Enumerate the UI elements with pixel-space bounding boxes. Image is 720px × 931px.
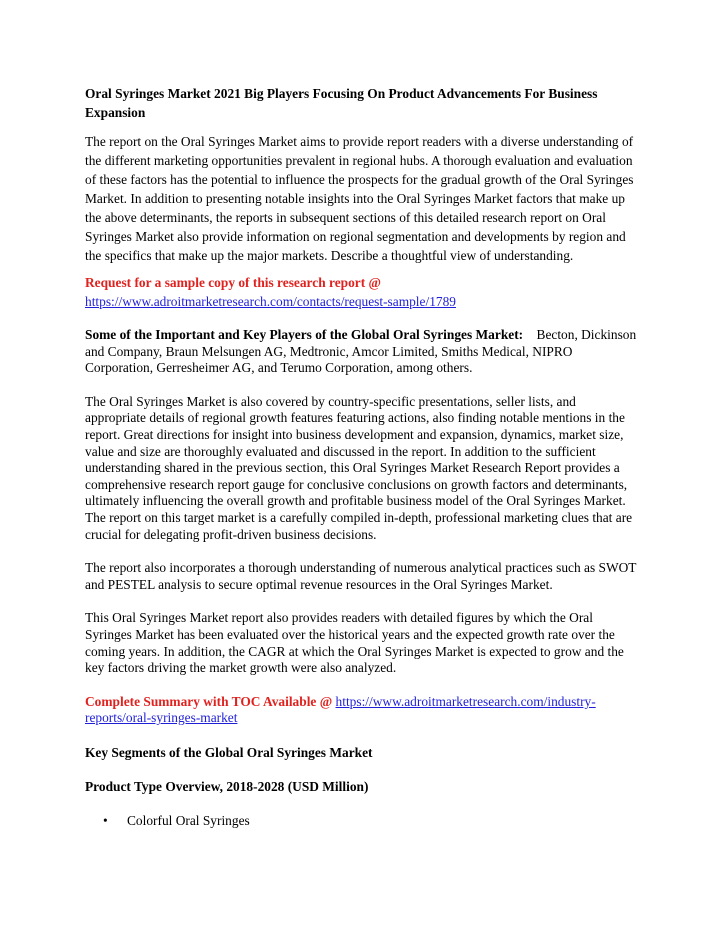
country-coverage-paragraph: The Oral Syringes Market is also covered by country-specific presentations, seller lists, and appropriate details of regional growth features featuring actions, also finding notable mentions in the report. Great directions for insight into business development and expansion, dynamics, market size, value and size are thoroughly evaluated and discussed in the report. In addition to the sufficient understanding shared in the previous section, this Oral Syringes Market Research Report provides a comprehensive research report gauge for conclusive conclusions on growth factors and determinants, ultimately influencing the overall growth and profitable business model of the Oral Syringes Market. The report on this target market is a carefully compiled in-depth, professional marketing clues that are crucial for delegating profit-driven business decisions. [85, 393, 633, 542]
sample-request-label: Request for a sample copy of this research report @ [85, 275, 381, 290]
swot-paragraph: The report also incorporates a thorough understanding of numerous analytical practices such as SWOT and PESTEL analysis to secure optimal revenue resources in the Oral Syringes Market. [85, 560, 637, 592]
list-item-label: Colorful Oral Syringes [127, 812, 250, 828]
summary-label: Complete Summary with TOC Available @ [85, 693, 333, 709]
list-item [85, 812, 640, 829]
product-type-heading: Product Type Overview, 2018-2028 (USD Million) [85, 778, 369, 794]
key-players-paragraph [85, 327, 640, 377]
document-page [85, 84, 640, 829]
figures-paragraph: This Oral Syringes Market report also provides readers with detailed figures by which the Oral Syringes Market has been evaluated over the historical years and the expected growth rate over the coming years. In addition, the CAGR at which the Oral Syringes Market is expected to grow and the key factors driving the market growth were also analyzed. [85, 610, 624, 676]
key-players-list: Becton, Dickinson and Company, Braun Melsungen AG, Medtronic, Amcor Limited, Smiths Medical, NIPRO Corporation, Gerresheimer AG, and Terumo Corporation, among others. [85, 327, 637, 376]
key-players-label: Some of the Important and Key Players of the Global Oral Syringes Market: [85, 327, 524, 342]
segments-heading: Key Segments of the Global Oral Syringes Market [85, 744, 373, 760]
sample-request-link[interactable]: https://www.adroitmarketresearch.com/contacts/request-sample/1789 [85, 294, 456, 309]
bullet-icon: • [103, 812, 108, 828]
document-title: Oral Syringes Market 2021 Big Players Focusing On Product Advancements For Business Expansion [85, 86, 598, 120]
summary-block [85, 694, 640, 727]
summary-link[interactable]: https://www.adroitmarketresearch.com/industry-reports/oral-syringes-market [85, 693, 596, 726]
intro-paragraph: The report on the Oral Syringes Market aims to provide report readers with a diverse understanding of the different marketing opportunities prevalent in regional hubs. A thorough evaluation and evaluation of these factors has the potential to influence the prospects for the gradual growth of the Oral Syringes Market. In addition to presenting notable insights into the Oral Syringes Market factors that make up the above determinants, the reports in subsequent sections of this detailed research report on Oral Syringes Market also provide information on regional segmentation and developments by region and the specifics that make up the major markets. Describe a thoughtful view of understanding. [85, 134, 634, 263]
sample-request-block [85, 273, 640, 311]
